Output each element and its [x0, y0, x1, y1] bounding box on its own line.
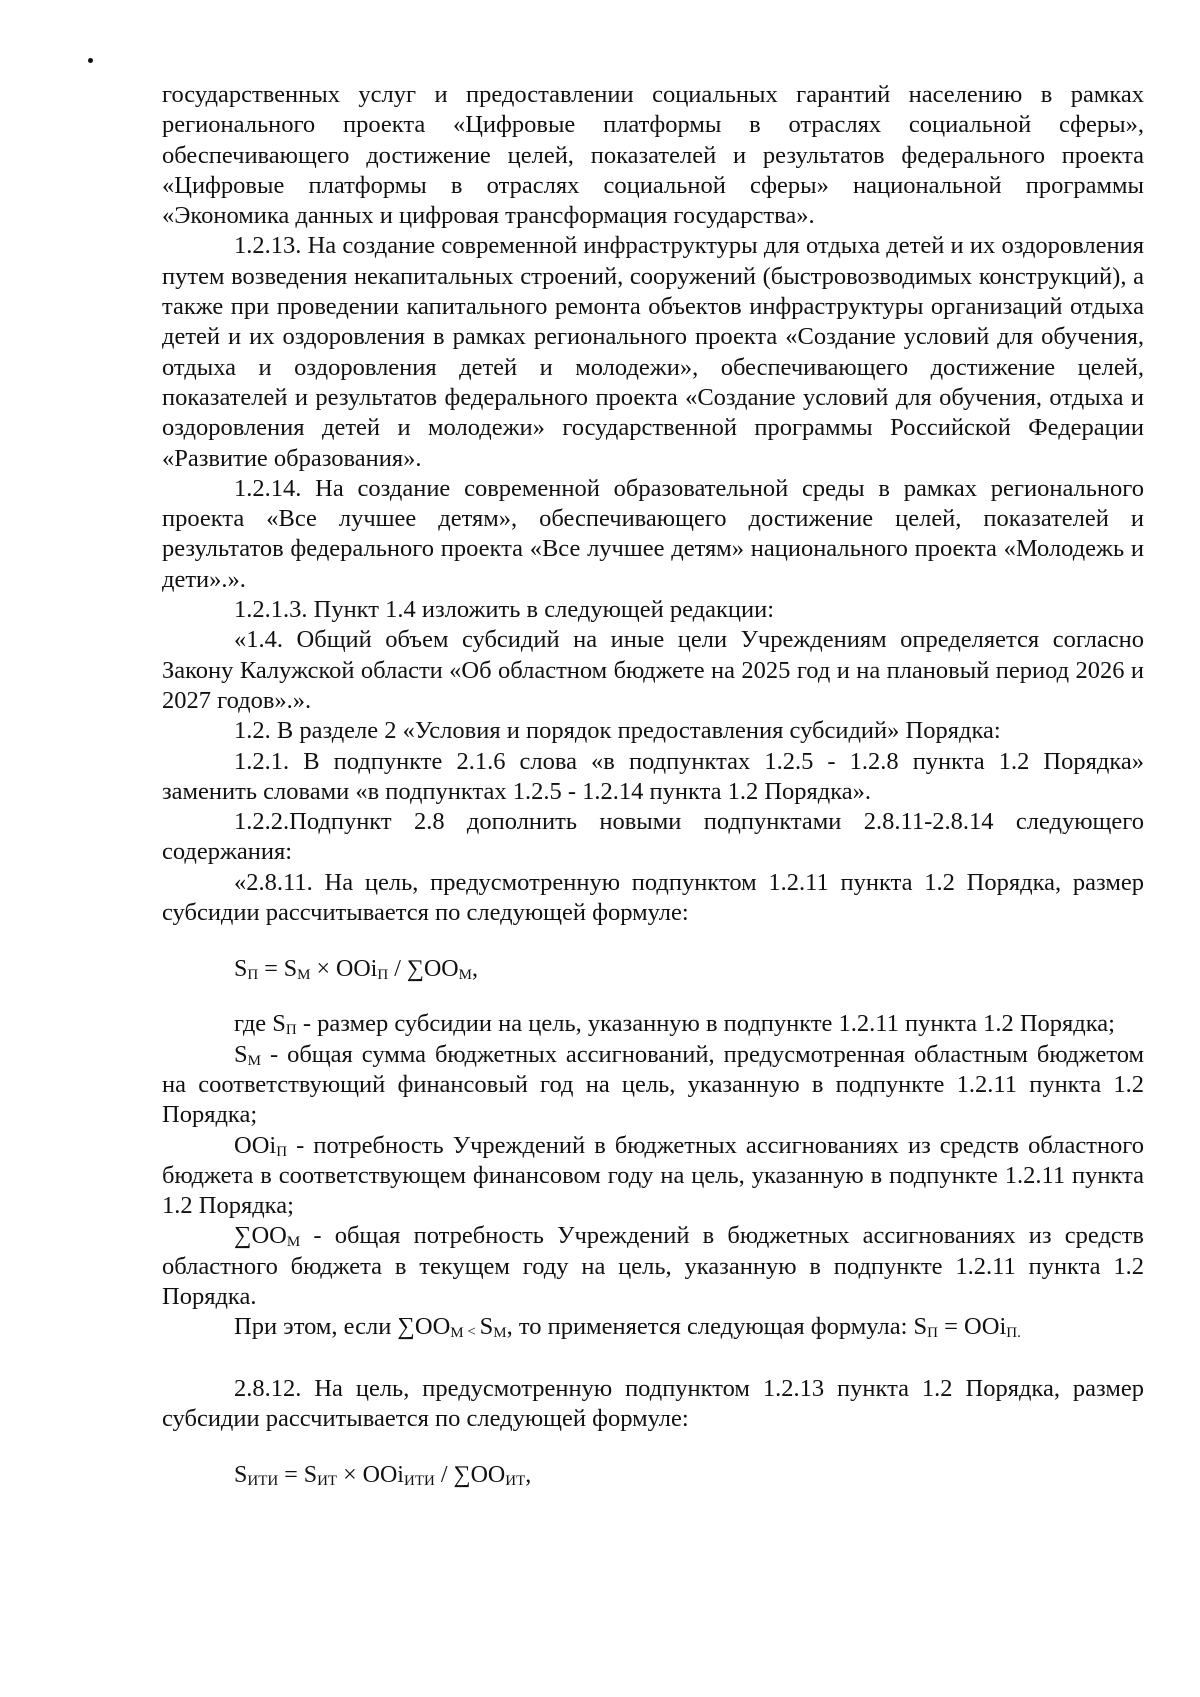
paragraph-1-2: 1.2. В разделе 2 «Условия и порядок предоставления субсидий» Порядка: — [234, 717, 1001, 745]
paragraph-1-2-13: 1.2.13. На создание современной инфраструктуры для отдыха детей и их оздоровления путем возведения некапитальных строений, сооружений (быстровозводимых конструкций), а также при проведении капитального ремонта объектов инфраструктуры организаций отдыха детей и их оздоровления в рамках регионального проекта «Создание условий для обучения, отдыха и оздоровления детей и молодежи», обеспечивающего достижение целей, показателей и результатов федерального проекта «Создание условий для обучения, отдыха и оздоровления детей и молодежи» государственной программы Российской Федерации «Развитие образования». — [162, 232, 1144, 472]
paragraph-1-2-1: 1.2.1. В подпункте 2.1.6 слова «в подпунктах 1.2.5 - 1.2.8 пункта 1.2 Порядка» заменить словами «в подпунктах 1.2.5 - 1.2.14 пункта 1.2 Порядка». — [162, 747, 1144, 805]
paragraph-2-8-12: 2.8.12. На цель, предусмотренную подпунктом 1.2.13 пункта 1.2 Порядка, размер субсидии рассчитывается по следующей формуле: — [162, 1374, 1144, 1432]
paragraph-1-2-1-3: 1.2.1.3. Пункт 1.4 изложить в следующей редакции: — [234, 596, 775, 624]
formula-subsidy-1: $S_П = S_M \times OOi_П / \sum OO_M$, — [234, 956, 478, 984]
document-body — [162, 80, 1144, 1490]
definition-ooi: OOi$_П$ - потребность Учреждений в бюджетных ассигнованиях из средств областного бюджета в соответствующем финансовом году на цель, указанную в подпункте 1.2.11 пункта 1.2 Порядка; — [162, 1131, 1144, 1220]
definition-sum-oo: $\sum OO_M$ - общая потребность Учреждений в бюджетных ассигнованиях из средств областного бюджета в текущем году на цель, указанную в подпункте 1.2.11 пункта 1.2 Порядка. — [162, 1222, 1144, 1310]
definition-sm: $S_M$ - общая сумма бюджетных ассигнований, предусмотренная областным бюджетом на соответствующий финансовый год на цель, указанную в подпункте 1.2.11 пункта 1.2 Порядка; — [162, 1040, 1144, 1129]
paragraph-1-4: «1.4. Общий объем субсидий на иные цели Учреждениям определяется согласно Закону Калужской области «Об областном бюджете на 2025 год и на плановый период 2026 и 2027 годов».». — [162, 626, 1144, 714]
paragraph-2-8-11: «2.8.11. На цель, предусмотренную подпунктом 1.2.11 пункта 1.2 Порядка, размер субсидии рассчитывается по следующей формуле: — [162, 868, 1144, 927]
condition-formula: При этом, если $\sum OO_M < S_M$, то применяется следующая формула: $S_П = OOi_{П.}$ — [234, 1313, 1021, 1342]
definition-sp: где $S_П$ - размер субсидии на цель, указанную в подпункте 1.2.11 пункта 1.2 Порядка; — [234, 1010, 1115, 1039]
scan-mark — [88, 58, 93, 63]
formula-subsidy-2: $S_{ИТИ} = S_{ИТ} \times OOi_{ИТИ} / \sum OO_{ИТ}$, — [234, 1462, 532, 1490]
paragraph-continuation: государственных услуг и предоставлении социальных гарантий населению в рамках регионального проекта «Цифровые платформы в отраслях социальной сферы», обеспечивающего достижение целей, показателей и результатов федерального проекта «Цифровые платформы в отраслях социальной сферы» национальной программы «Экономика данных и цифровая трансформация государства». — [162, 81, 1144, 230]
paragraph-1-2-2: 1.2.2.Подпункт 2.8 дополнить новыми подпунктами 2.8.11-2.8.14 следующего содержания: — [162, 808, 1144, 866]
paragraph-1-2-14: 1.2.14. На создание современной образовательной среды в рамках регионального проекта «Все лучшее детям», обеспечивающего достижение целей, показателей и результатов федерального проекта «Все лучшее детям» национального проекта «Молодежь и дети».». — [162, 474, 1144, 593]
